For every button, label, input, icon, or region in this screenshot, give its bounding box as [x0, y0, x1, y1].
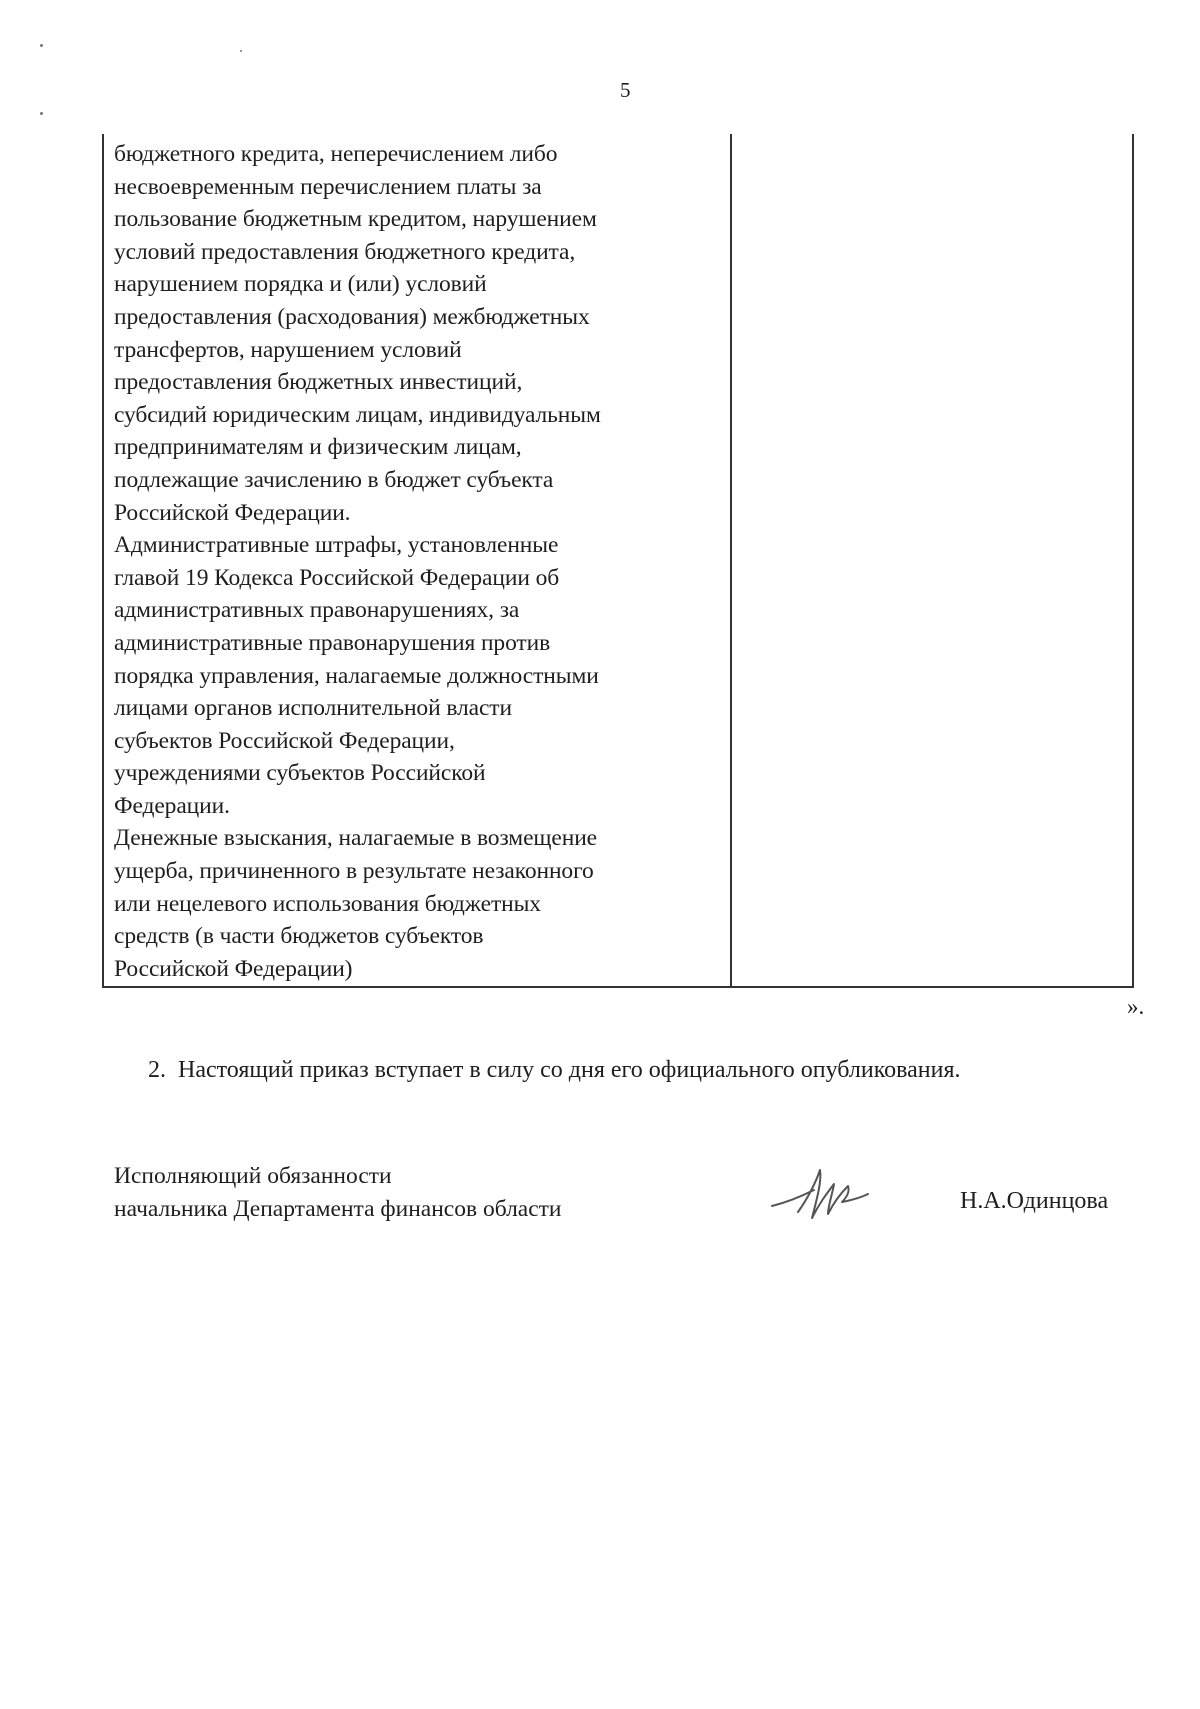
cell-line: Денежные взыскания, налагаемые в возмещение [114, 825, 598, 852]
cell-line: административные правонарушения против [114, 629, 551, 656]
cell-line: бюджетного кредита, неперечислением либо [114, 141, 558, 167]
table-column-divider [730, 134, 732, 986]
table-left-cell [114, 138, 724, 985]
cell-line: нарушением порядка и (или) условий [114, 271, 487, 298]
cell-line: Федерации. [114, 792, 230, 819]
cell-line: несвоевременным перечислением платы за [114, 173, 542, 200]
closing-quote: ». [1127, 994, 1145, 1019]
cell-line: условий предоставления бюджетного кредита, [114, 238, 576, 265]
cell-line: Российской Федерации. [114, 499, 351, 526]
cell-line: средств (в части бюджетов субъектов [114, 923, 484, 950]
clause-number: 2. [148, 1057, 166, 1083]
scan-speck [40, 112, 43, 115]
cell-line: предоставления (расходования) межбюджетных [114, 303, 590, 330]
scan-speck [240, 50, 242, 52]
page-number: 5 [620, 78, 631, 102]
clause-2 [148, 1057, 961, 1084]
cell-line: субъектов Российской Федерации, [114, 727, 455, 754]
cell-line: порядка управления, налагаемые должностными [114, 662, 599, 689]
cell-line: подлежащие зачислению в бюджет субъекта [114, 466, 554, 493]
cell-line: Российской Федерации) [114, 955, 353, 982]
cell-line: ущерба, причиненного в результате незаконного [114, 858, 594, 885]
signatory-title-line: начальника Департамента финансов области [114, 1196, 562, 1222]
signatory-title [114, 1160, 562, 1226]
cell-line: главой 19 Кодекса Российской Федерации об [114, 564, 560, 591]
handwritten-signature [768, 1162, 878, 1232]
cell-line: предпринимателям и физическим лицам, [114, 434, 522, 461]
cell-line: предоставления бюджетных инвестиций, [114, 369, 523, 396]
cell-line: лицами органов исполнительной власти [114, 695, 512, 722]
cell-line: учреждениями субъектов Российской [114, 760, 486, 787]
cell-line: трансфертов, нарушением условий [114, 336, 462, 363]
signatory-title-line: Исполняющий обязанности [114, 1163, 392, 1189]
scan-speck [40, 44, 43, 47]
cell-line: административных правонарушениях, за [114, 597, 520, 624]
cell-line: Административные штрафы, установленные [114, 532, 559, 559]
cell-line: субсидий юридическим лицам, индивидуальным [114, 401, 601, 428]
document-table [102, 134, 1134, 988]
signer-name: Н.А.Одинцова [960, 1188, 1109, 1214]
cell-line: или нецелевого использования бюджетных [114, 890, 541, 917]
cell-line: пользование бюджетным кредитом, нарушением [114, 206, 597, 233]
clause-text: Настоящий приказ вступает в силу со дня его официального опубликования. [178, 1057, 961, 1083]
